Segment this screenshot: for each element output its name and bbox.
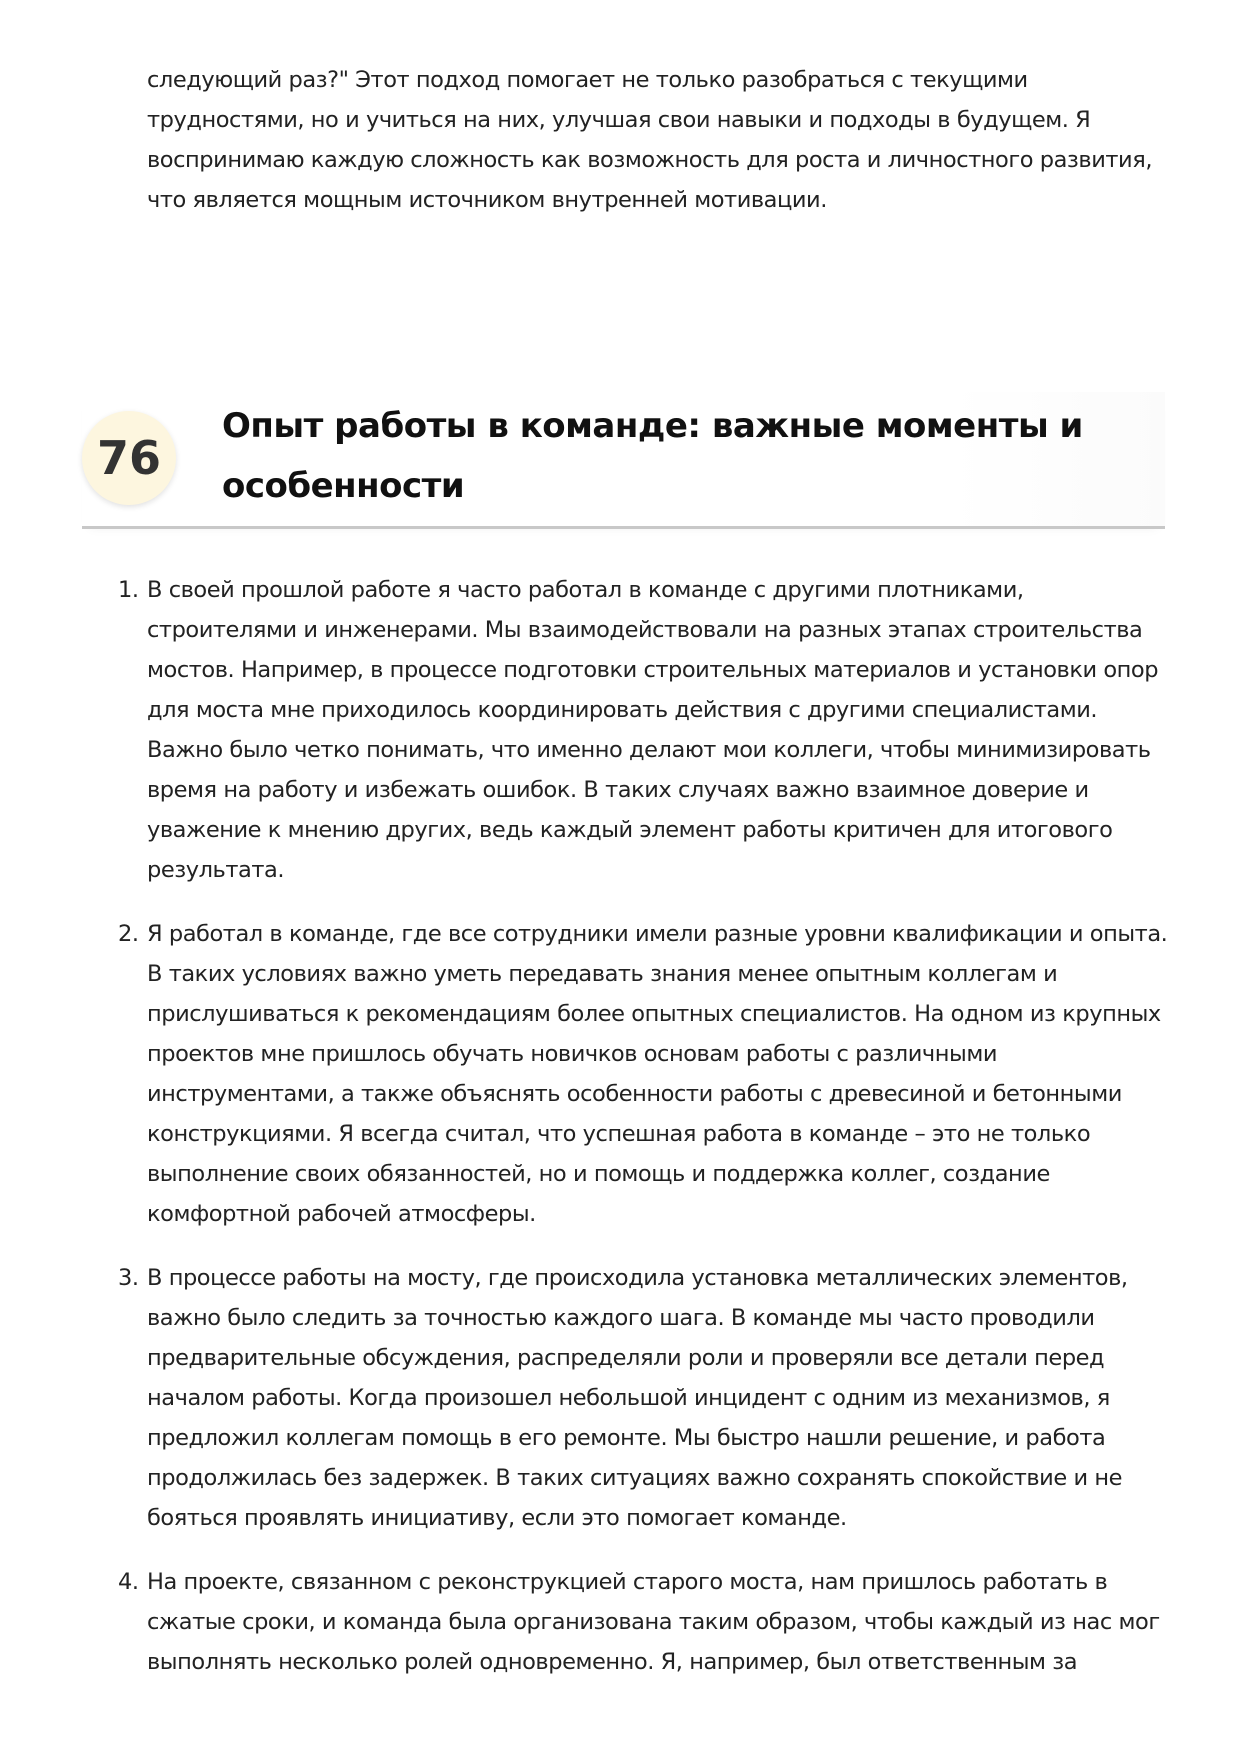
list-item	[118, 1562, 1170, 1682]
list-item	[118, 1258, 1170, 1538]
list-item-text: В процессе работы на мосту, где происходила установка металлических элементов, важно было следить за точностью каждого шага. В команде мы часто проводили предварительные обсуждения, распределяли роли и проверяли все детали перед началом работы. Когда произошел небольшой инцидент с одним из механизмов, я предложил коллегам помощь в его ремонте. Мы быстро нашли решение, и работа продолжилась без задержек. В таких ситуациях важно сохранять спокойствие и не бояться проявлять инициативу, если это помогает команде.	[147, 1265, 1128, 1531]
chapter-number-badge: 76	[82, 411, 176, 505]
chapter-heading	[82, 392, 1165, 529]
list-item-text: На проекте, связанном с реконструкцией старого моста, нам пришлось работать в сжатые сроки, и команда была организована таким образом, чтобы каждый из нас мог выполнять несколько ролей одновременно. Я, например, был ответственным за	[147, 1569, 1160, 1675]
list-item	[118, 914, 1170, 1234]
numbered-list	[118, 570, 1170, 1706]
list-item-number: 2.	[118, 921, 139, 947]
list-item-text: В своей прошлой работе я часто работал в команде с другими плотниками, строителями и инженерами. Мы взаимодействовали на разных этапах строительства мостов. Например, в процессе подготовки строительных материалов и установки опор для моста мне приходилось координировать действия с другими специалистами. Важно было четко понимать, что именно делают мои коллеги, чтобы минимизировать время на работу и избежать ошибок. В таких случаях важно взаимное доверие и уважение к мнению других, ведь каждый элемент работы критичен для итогового результата.	[147, 577, 1159, 883]
list-item-number: 4.	[118, 1569, 139, 1595]
list-item-number: 1.	[118, 577, 139, 603]
list-item	[118, 570, 1170, 890]
intro-paragraph: следующий раз?" Этот подход помогает не только разобраться с текущими трудностями, но и учиться на них, улучшая свои навыки и подходы в будущем. Я воспринимаю каждую сложность как возможность для роста и личностного развития, что является мощным источником внутренней мотивации.	[147, 67, 1153, 213]
chapter-title: Опыт работы в команде: важные моменты и особенности	[222, 406, 1083, 506]
list-item-number: 3.	[118, 1265, 139, 1291]
list-item-text: Я работал в команде, где все сотрудники имели разные уровни квалификации и опыта. В таких условиях важно уметь передавать знания менее опытным коллегам и прислушиваться к рекомендациям более опытных специалистов. На одном из крупных проектов мне пришлось обучать новичков основам работы с различными инструментами, а также объяснять особенности работы с древесиной и бетонными конструкциями. Я всегда считал, что успешная работа в команде – это не только выполнение своих обязанностей, но и помощь и поддержка коллег, создание комфортной рабочей атмосферы.	[147, 921, 1168, 1227]
